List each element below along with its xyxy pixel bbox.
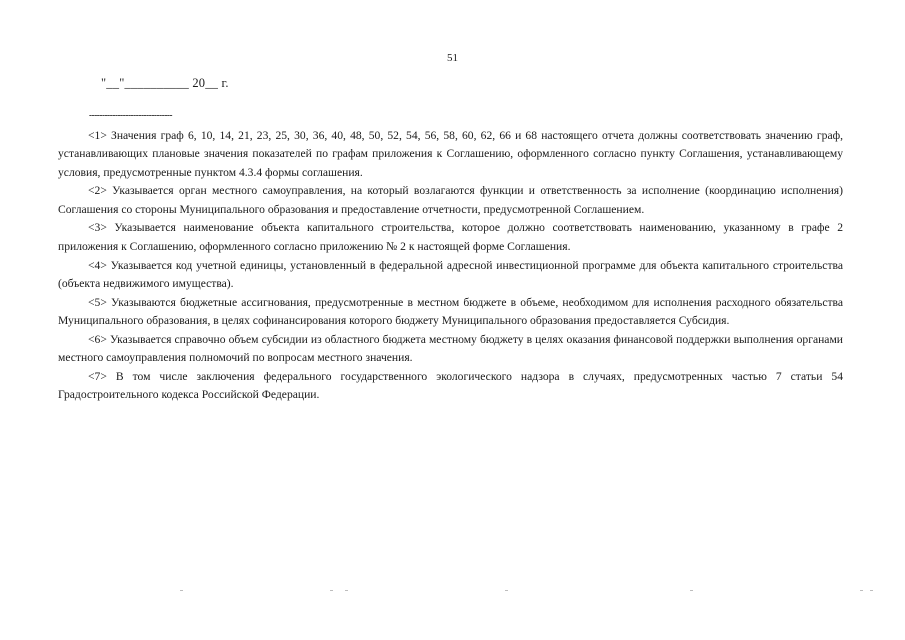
footnote-4: <4> Указывается код учетной единицы, установленный в федеральной адресной инвестиционной программе для объекта капитального строительства (объекта недвижимого имущества). [58, 258, 843, 290]
scan-mark [690, 590, 693, 591]
footnote-separator: -------------------------------- [89, 110, 173, 120]
scan-mark [330, 590, 333, 591]
scan-artifacts [0, 590, 905, 596]
scan-mark [870, 590, 873, 591]
scan-mark [345, 590, 348, 591]
scan-mark [860, 590, 863, 591]
footnote-5: <5> Указываются бюджетные ассигнования, предусмотренные в местном бюджете в объеме, необходимом для исполнения расходного обязательства Муниципального образования, в целях софинансирования которого бюджету Муниципального образования предоставляется Субсидия. [58, 295, 843, 327]
date-line: "__"__________ 20__ г. [101, 76, 229, 90]
footnote-6: <6> Указывается справочно объем субсидии из областного бюджета местному бюджету в целях оказания финансовой поддержки выполнения органами местного самоуправления полномочий по вопросам местного значения. [58, 332, 843, 365]
footnote-1: <1> Значения граф 6, 10, 14, 21, 23, 25, 30, 36, 40, 48, 50, 52, 54, 56, 58, 60, 62, 66 и 68 настоящего отчета должны соответствовать значению граф, устанавливающих плановые значения показателей по графам приложения к Соглашению, оформленного согласно пункту Соглашения, устанавливающему условия, предусмотренные пунктом 4.3.4 формы соглашения. [58, 129, 843, 179]
footnotes [58, 127, 843, 405]
scan-mark [180, 590, 183, 591]
page-number: 51 [447, 52, 458, 64]
scan-mark [505, 590, 508, 591]
footnote-3: <3> Указывается наименование объекта капитального строительства, которое должно соответствовать наименованию, указанному в графе 2 приложения к Соглашению, оформленного согласно приложению № 2 к настоящей форме Соглашения. [58, 221, 843, 253]
footnote-2: <2> Указывается орган местного самоуправления, на который возлагаются функции и ответственность за исполнение (координацию исполнения) Соглашения со стороны Муниципального образования и предоставление отчетности, предусмотренной Соглашением. [58, 184, 843, 216]
footnote-7: <7> В том числе заключения федерального государственного экологического надзора в случаях, предусмотренных частью 7 статьи 54 Градостроительного кодекса Российской Федерации. [58, 369, 843, 402]
